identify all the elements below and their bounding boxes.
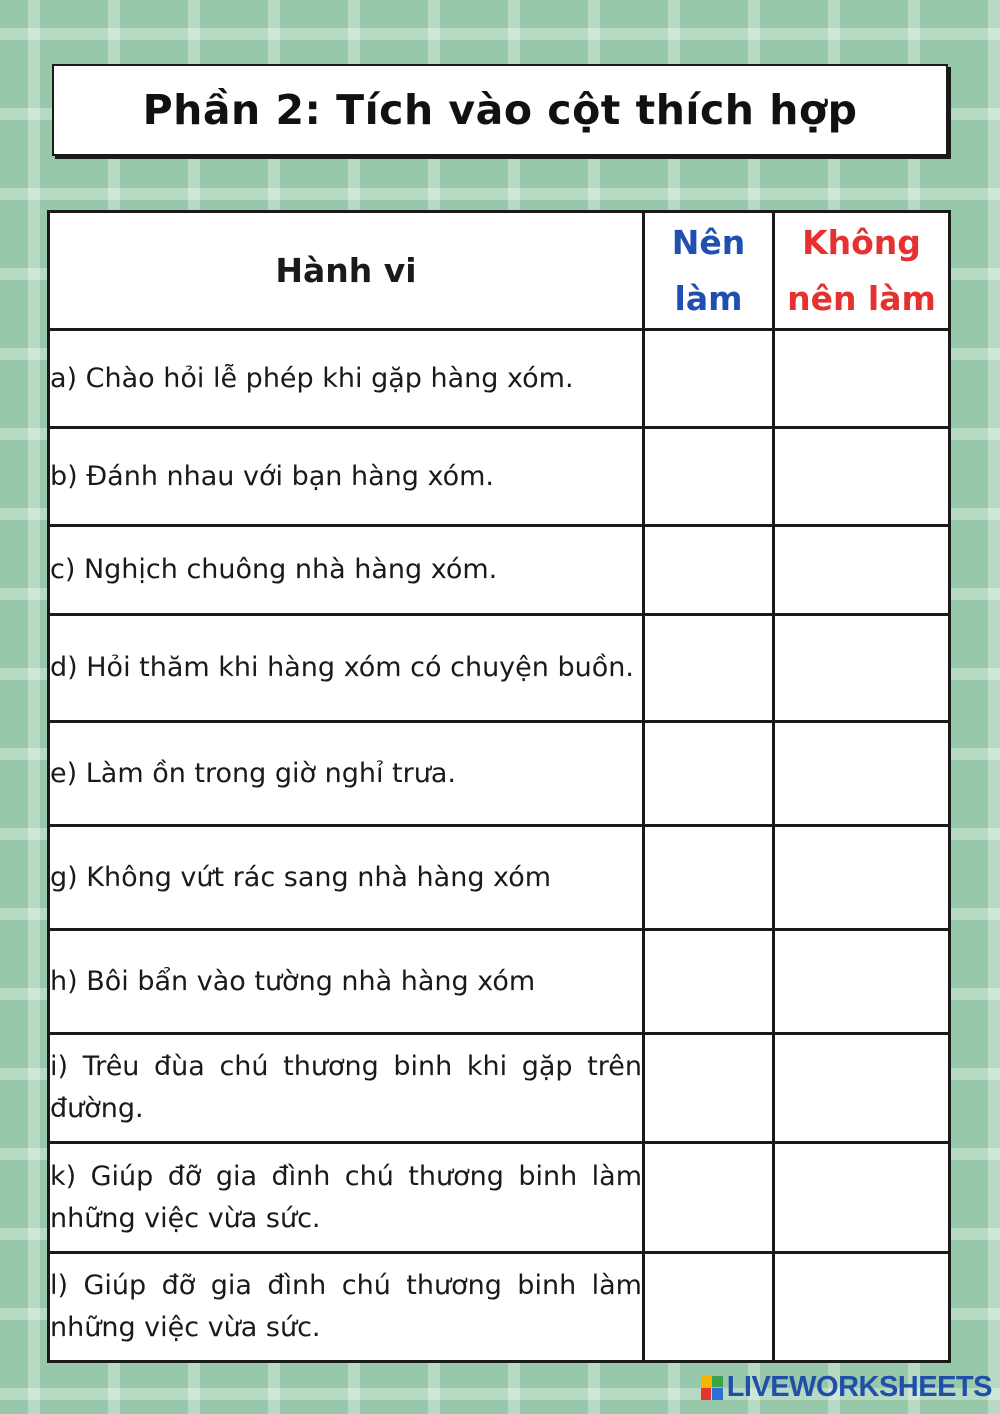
check-should-k[interactable] — [644, 1143, 774, 1253]
table-row — [49, 722, 950, 826]
behavior-a: a) Chào hỏi lễ phép khi gặp hàng xóm. — [49, 330, 644, 428]
page-title: Phần 2: Tích vào cột thích hợp — [142, 86, 858, 134]
header-behavior: Hành vi — [49, 212, 644, 330]
check-should-h[interactable] — [644, 930, 774, 1034]
behavior-table — [47, 210, 951, 1363]
check-should-not-h[interactable] — [774, 930, 950, 1034]
liveworksheets-watermark — [701, 1371, 992, 1404]
table-row — [49, 930, 950, 1034]
check-should-not-b[interactable] — [774, 428, 950, 526]
behavior-h: h) Bôi bẩn vào tường nhà hàng xóm — [49, 930, 644, 1034]
table-row — [49, 428, 950, 526]
table-row — [49, 826, 950, 930]
check-should-not-i[interactable] — [774, 1034, 950, 1143]
behavior-b: b) Đánh nhau với bạn hàng xóm. — [49, 428, 644, 526]
check-should-not-a[interactable] — [774, 330, 950, 428]
behavior-c: c) Nghịch chuông nhà hàng xóm. — [49, 526, 644, 615]
check-should-not-l[interactable] — [774, 1253, 950, 1362]
check-should-l[interactable] — [644, 1253, 774, 1362]
behavior-g: g) Không vứt rác sang nhà hàng xóm — [49, 826, 644, 930]
table-row — [49, 1253, 950, 1362]
check-should-not-k[interactable] — [774, 1143, 950, 1253]
table-row — [49, 1143, 950, 1253]
behavior-i: i) Trêu đùa chú thương binh khi gặp trên đường. — [49, 1034, 644, 1143]
table-header-row — [49, 212, 950, 330]
check-should-not-c[interactable] — [774, 526, 950, 615]
check-should-e[interactable] — [644, 722, 774, 826]
header-should-line2: làm — [674, 278, 743, 318]
check-should-d[interactable] — [644, 615, 774, 722]
table-row — [49, 615, 950, 722]
header-should-do — [644, 212, 774, 330]
check-should-b[interactable] — [644, 428, 774, 526]
title-banner — [52, 64, 948, 156]
check-should-a[interactable] — [644, 330, 774, 428]
table-row — [49, 526, 950, 615]
header-should-not-line1: Không — [802, 222, 921, 262]
liveworksheets-logo-icon — [701, 1376, 723, 1400]
table-row — [49, 1034, 950, 1143]
check-should-g[interactable] — [644, 826, 774, 930]
behavior-l: l) Giúp đỡ gia đình chú thương binh làm những việc vừa sức. — [49, 1253, 644, 1362]
check-should-c[interactable] — [644, 526, 774, 615]
header-should-not-line2: nên làm — [787, 278, 936, 318]
behavior-d: d) Hỏi thăm khi hàng xóm có chuyện buồn. — [49, 615, 644, 722]
behavior-k: k) Giúp đỡ gia đình chú thương binh làm những việc vừa sức. — [49, 1143, 644, 1253]
behavior-e: e) Làm ồn trong giờ nghỉ trưa. — [49, 722, 644, 826]
check-should-not-g[interactable] — [774, 826, 950, 930]
header-should-line1: Nên — [671, 222, 746, 262]
header-should-not-do — [774, 212, 950, 330]
watermark-text: LIVEWORKSHEETS — [726, 1371, 992, 1403]
worksheet-table-container — [47, 210, 951, 1360]
table-row — [49, 330, 950, 428]
check-should-not-e[interactable] — [774, 722, 950, 826]
check-should-not-d[interactable] — [774, 615, 950, 722]
check-should-i[interactable] — [644, 1034, 774, 1143]
